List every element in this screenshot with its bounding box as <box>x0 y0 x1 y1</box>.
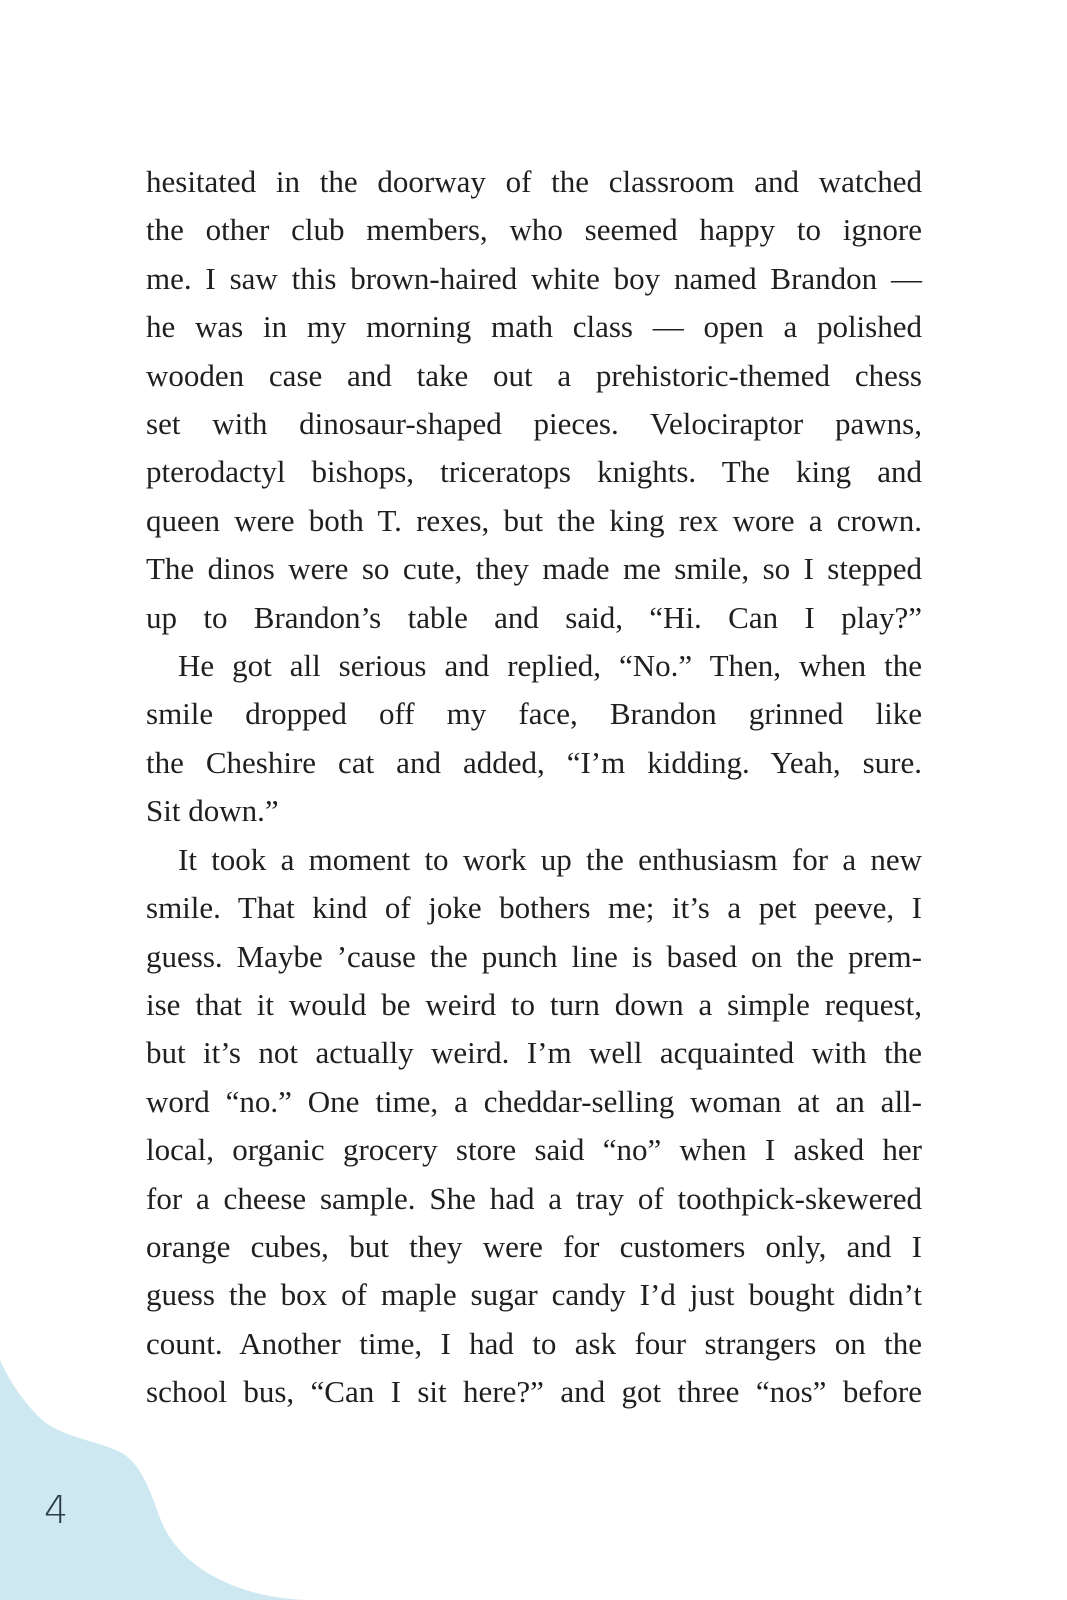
text-line: up to Brandon’s table and said, “Hi. Can I play?” <box>146 599 922 635</box>
text-line: school bus, “Can I sit here?” and got three “nos” before <box>146 1374 922 1410</box>
text-line: word “no.” One time, a cheddar-selling woman at an all- <box>146 1083 922 1119</box>
text-line: smile. That kind of joke bothers me; it’s a pet peeve, I <box>146 890 922 926</box>
text-line: Sit down.” <box>146 793 279 829</box>
text-line: He got all serious and replied, “No.” Then, when the <box>178 648 922 684</box>
text-line: pterodactyl bishops, triceratops knights. The king and <box>146 454 922 490</box>
text-line: he was in my morning math class — open a polished <box>146 309 922 345</box>
text-line: me. I saw this brown-haired white boy named Brandon — <box>146 260 922 296</box>
text-line: smile dropped off my face, Brandon grinned like <box>146 696 922 732</box>
text-line: It took a moment to work up the enthusiasm for a new <box>178 841 922 877</box>
text-line: the Cheshire cat and added, “I’m kidding. Yeah, sure. <box>146 744 922 780</box>
body-text <box>146 158 922 1417</box>
text-line: for a cheese sample. She had a tray of toothpick-skewered <box>146 1180 922 1216</box>
paragraph <box>146 158 922 642</box>
text-line: but it’s not actually weird. I’m well acquainted with the <box>146 1035 922 1071</box>
text-line: guess. Maybe ’cause the punch line is based on the prem- <box>146 938 922 974</box>
page-number: 4 <box>44 1488 69 1532</box>
text-line: orange cubes, but they were for customers only, and I <box>146 1228 922 1264</box>
text-line: ise that it would be weird to turn down a simple request, <box>146 986 922 1022</box>
text-line: queen were both T. rexes, but the king rex wore a crown. <box>146 502 922 538</box>
text-line: guess the box of maple sugar candy I’d just bought didn’t <box>146 1277 922 1313</box>
text-line: hesitated in the doorway of the classroom and watched <box>146 164 922 199</box>
text-line: set with dinosaur-shaped pieces. Velociraptor pawns, <box>146 406 922 442</box>
text-line: The dinos were so cute, they made me smile, so I stepped <box>146 551 922 587</box>
text-line: the other club members, who seemed happy to ignore <box>146 212 922 248</box>
text-line: count. Another time, I had to ask four strangers on the <box>146 1325 922 1361</box>
text-line: wooden case and take out a prehistoric-themed chess <box>146 357 922 393</box>
paragraph <box>146 836 922 1417</box>
text-line: local, organic grocery store said “no” when I asked her <box>146 1132 922 1168</box>
paragraph <box>146 642 922 836</box>
